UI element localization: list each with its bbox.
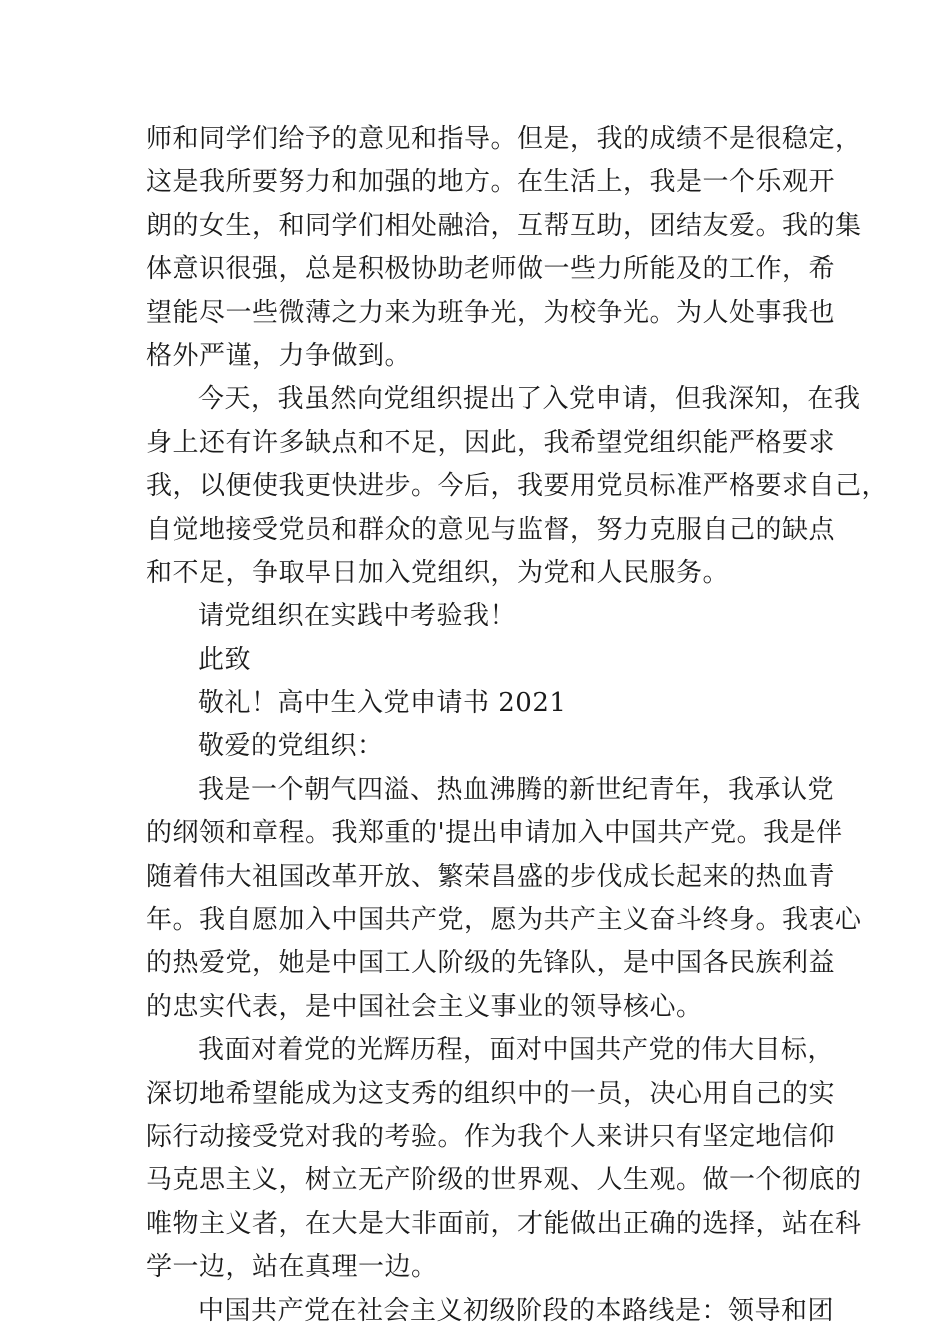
text-line: 深切地希望能成为这支秀的组织中的一员，决心用自己的实: [146, 1078, 836, 1109]
text-line: 体意识很强，总是积极协助老师做一些力所能及的工作，希: [146, 254, 836, 285]
text-line: 敬爱的党组织：: [198, 731, 384, 762]
text-line: 年。我自愿加入中国共产党，愿为共产主义奋斗终身。我衷心: [146, 905, 862, 936]
text-line: 的忠实代表，是中国社会主义事业的领导核心。: [146, 991, 703, 1022]
text-line: 唯物主义者，在大是大非面前，才能做出正确的选择，站在科: [146, 1208, 862, 1239]
text-line: 中国共产党在社会主义初级阶段的本路线是：领导和团: [198, 1295, 835, 1326]
text-line: 这是我所要努力和加强的地方。在生活上，我是一个乐观开: [146, 167, 836, 198]
text-line: 际行动接受党对我的考验。作为我个人来讲只有坚定地信仰: [146, 1121, 836, 1152]
text-line: 望能尽一些微薄之力来为班争光，为校争光。为人处事我也: [146, 297, 836, 328]
text-line: 和不足，争取早日加入党组织，为党和人民服务。: [146, 557, 730, 588]
text-line: 今天，我虽然向党组织提出了入党申请，但我深知，在我: [198, 384, 861, 415]
text-line: 的热爱党，她是中国工人阶级的先锋队，是中国各民族利益: [146, 948, 836, 979]
text-line: 学一边，站在真理一边。: [146, 1252, 438, 1283]
text-line: 格外严谨，力争做到。: [146, 340, 412, 371]
text-line: 我，以便使我更快进步。今后，我要用党员标准严格要求自己，: [146, 471, 889, 502]
text-line: 我是一个朝气四溢、热血沸腾的新世纪青年，我承认党: [198, 774, 835, 805]
text-line: 敬礼！高中生入党申请书 2021: [198, 688, 567, 719]
text-line: 自觉地接受党员和群众的意见与监督，努力克服自己的缺点: [146, 514, 836, 545]
text-line: 我面对着党的光辉历程，面对中国共产党的伟大目标，: [198, 1035, 835, 1066]
text-line: 身上还有许多缺点和不足，因此，我希望党组织能严格要求: [146, 427, 836, 458]
text-line: 随着伟大祖国改革开放、繁荣昌盛的步伐成长起来的热血青: [146, 861, 836, 892]
text-line: 师和同学们给予的意见和指导。但是，我的成绩不是很稳定，: [146, 124, 862, 154]
text-line: 此致: [198, 644, 252, 675]
text-line: 的纲领和章程。我郑重的'提出申请加入中国共产党。我是伴: [146, 818, 843, 849]
text-line: 马克思主义，树立无产阶级的世界观、人生观。做一个彻底的: [146, 1165, 862, 1196]
body-text: [146, 118, 889, 1333]
text-line: 请党组织在实践中考验我！: [198, 601, 517, 632]
text-line: 朗的女生，和同学们相处融洽，互帮互助，团结友爱。我的集: [146, 210, 862, 241]
